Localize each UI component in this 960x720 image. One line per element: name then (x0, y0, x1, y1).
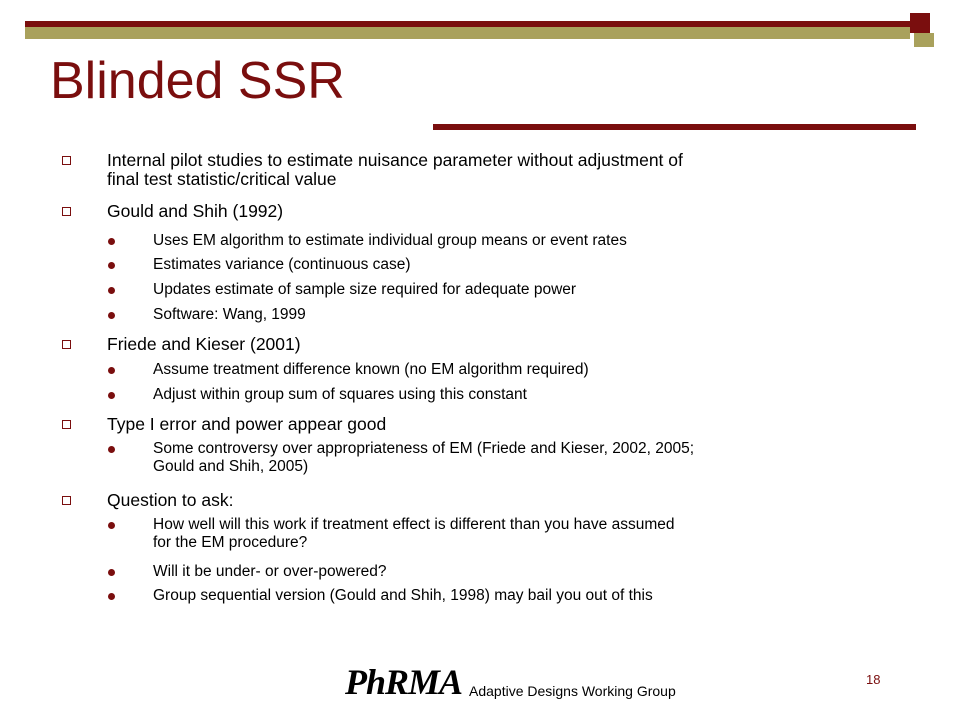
bullet-dot-icon (108, 446, 115, 453)
bullet-square-icon (62, 340, 71, 349)
bullet-dot-icon (108, 569, 115, 576)
sub-bullet-text: for the EM procedure? (153, 534, 308, 551)
bullet-dot-icon (108, 238, 115, 245)
footer-group-text: Adaptive Designs Working Group (469, 683, 676, 699)
bullet-square-icon (62, 496, 71, 505)
page-number: 18 (866, 672, 881, 687)
bullet-dot-icon (108, 392, 115, 399)
bullet-dot-icon (108, 522, 115, 529)
bullet-text: Internal pilot studies to estimate nuisance parameter without adjustment of (107, 150, 683, 170)
title-underline (433, 124, 916, 130)
bullet-text: Friede and Kieser (2001) (107, 334, 301, 354)
sub-bullet-text: Some controversy over appropriateness of EM (Friede and Kieser, 2002, 2005; (153, 440, 695, 457)
bullet-text: final test statistic/critical value (107, 169, 337, 189)
bullet-dot-icon (108, 367, 115, 374)
sub-bullet-text: How well will this work if treatment effect is different than you have assumed (153, 516, 675, 533)
sub-bullet-text: Gould and Shih, 2005) (153, 458, 309, 475)
bullet-square-icon (62, 207, 71, 216)
bullet-square-icon (62, 156, 71, 165)
bullet-dot-icon (108, 262, 115, 269)
bullet-dot-icon (108, 593, 115, 600)
header-square-olive (914, 33, 934, 47)
sub-bullet-text: Updates estimate of sample size required for adequate power (153, 281, 577, 298)
sub-bullet-text: Uses EM algorithm to estimate individual group means or event rates (153, 232, 627, 249)
sub-bullet-text: Group sequential version (Gould and Shih, 1998) may bail you out of this (153, 587, 653, 604)
bullet-square-icon (62, 420, 71, 429)
bullet-text: Question to ask: (107, 490, 234, 510)
sub-bullet-text: Will it be under- or over-powered? (153, 563, 387, 580)
bullet-dot-icon (108, 287, 115, 294)
phrma-logo: PhRMA (345, 662, 463, 702)
bullet-text: Type I error and power appear good (107, 414, 387, 434)
bullet-dot-icon (108, 312, 115, 319)
header-square-red (910, 13, 930, 33)
slide-title: Blinded SSR (50, 52, 345, 110)
bullet-text: Gould and Shih (1992) (107, 201, 284, 221)
sub-bullet-text: Software: Wang, 1999 (153, 306, 306, 323)
sub-bullet-text: Adjust within group sum of squares using this constant (153, 386, 527, 403)
header-bar-olive (25, 27, 910, 39)
sub-bullet-text: Estimates variance (continuous case) (153, 256, 411, 273)
sub-bullet-text: Assume treatment difference known (no EM algorithm required) (153, 361, 589, 378)
